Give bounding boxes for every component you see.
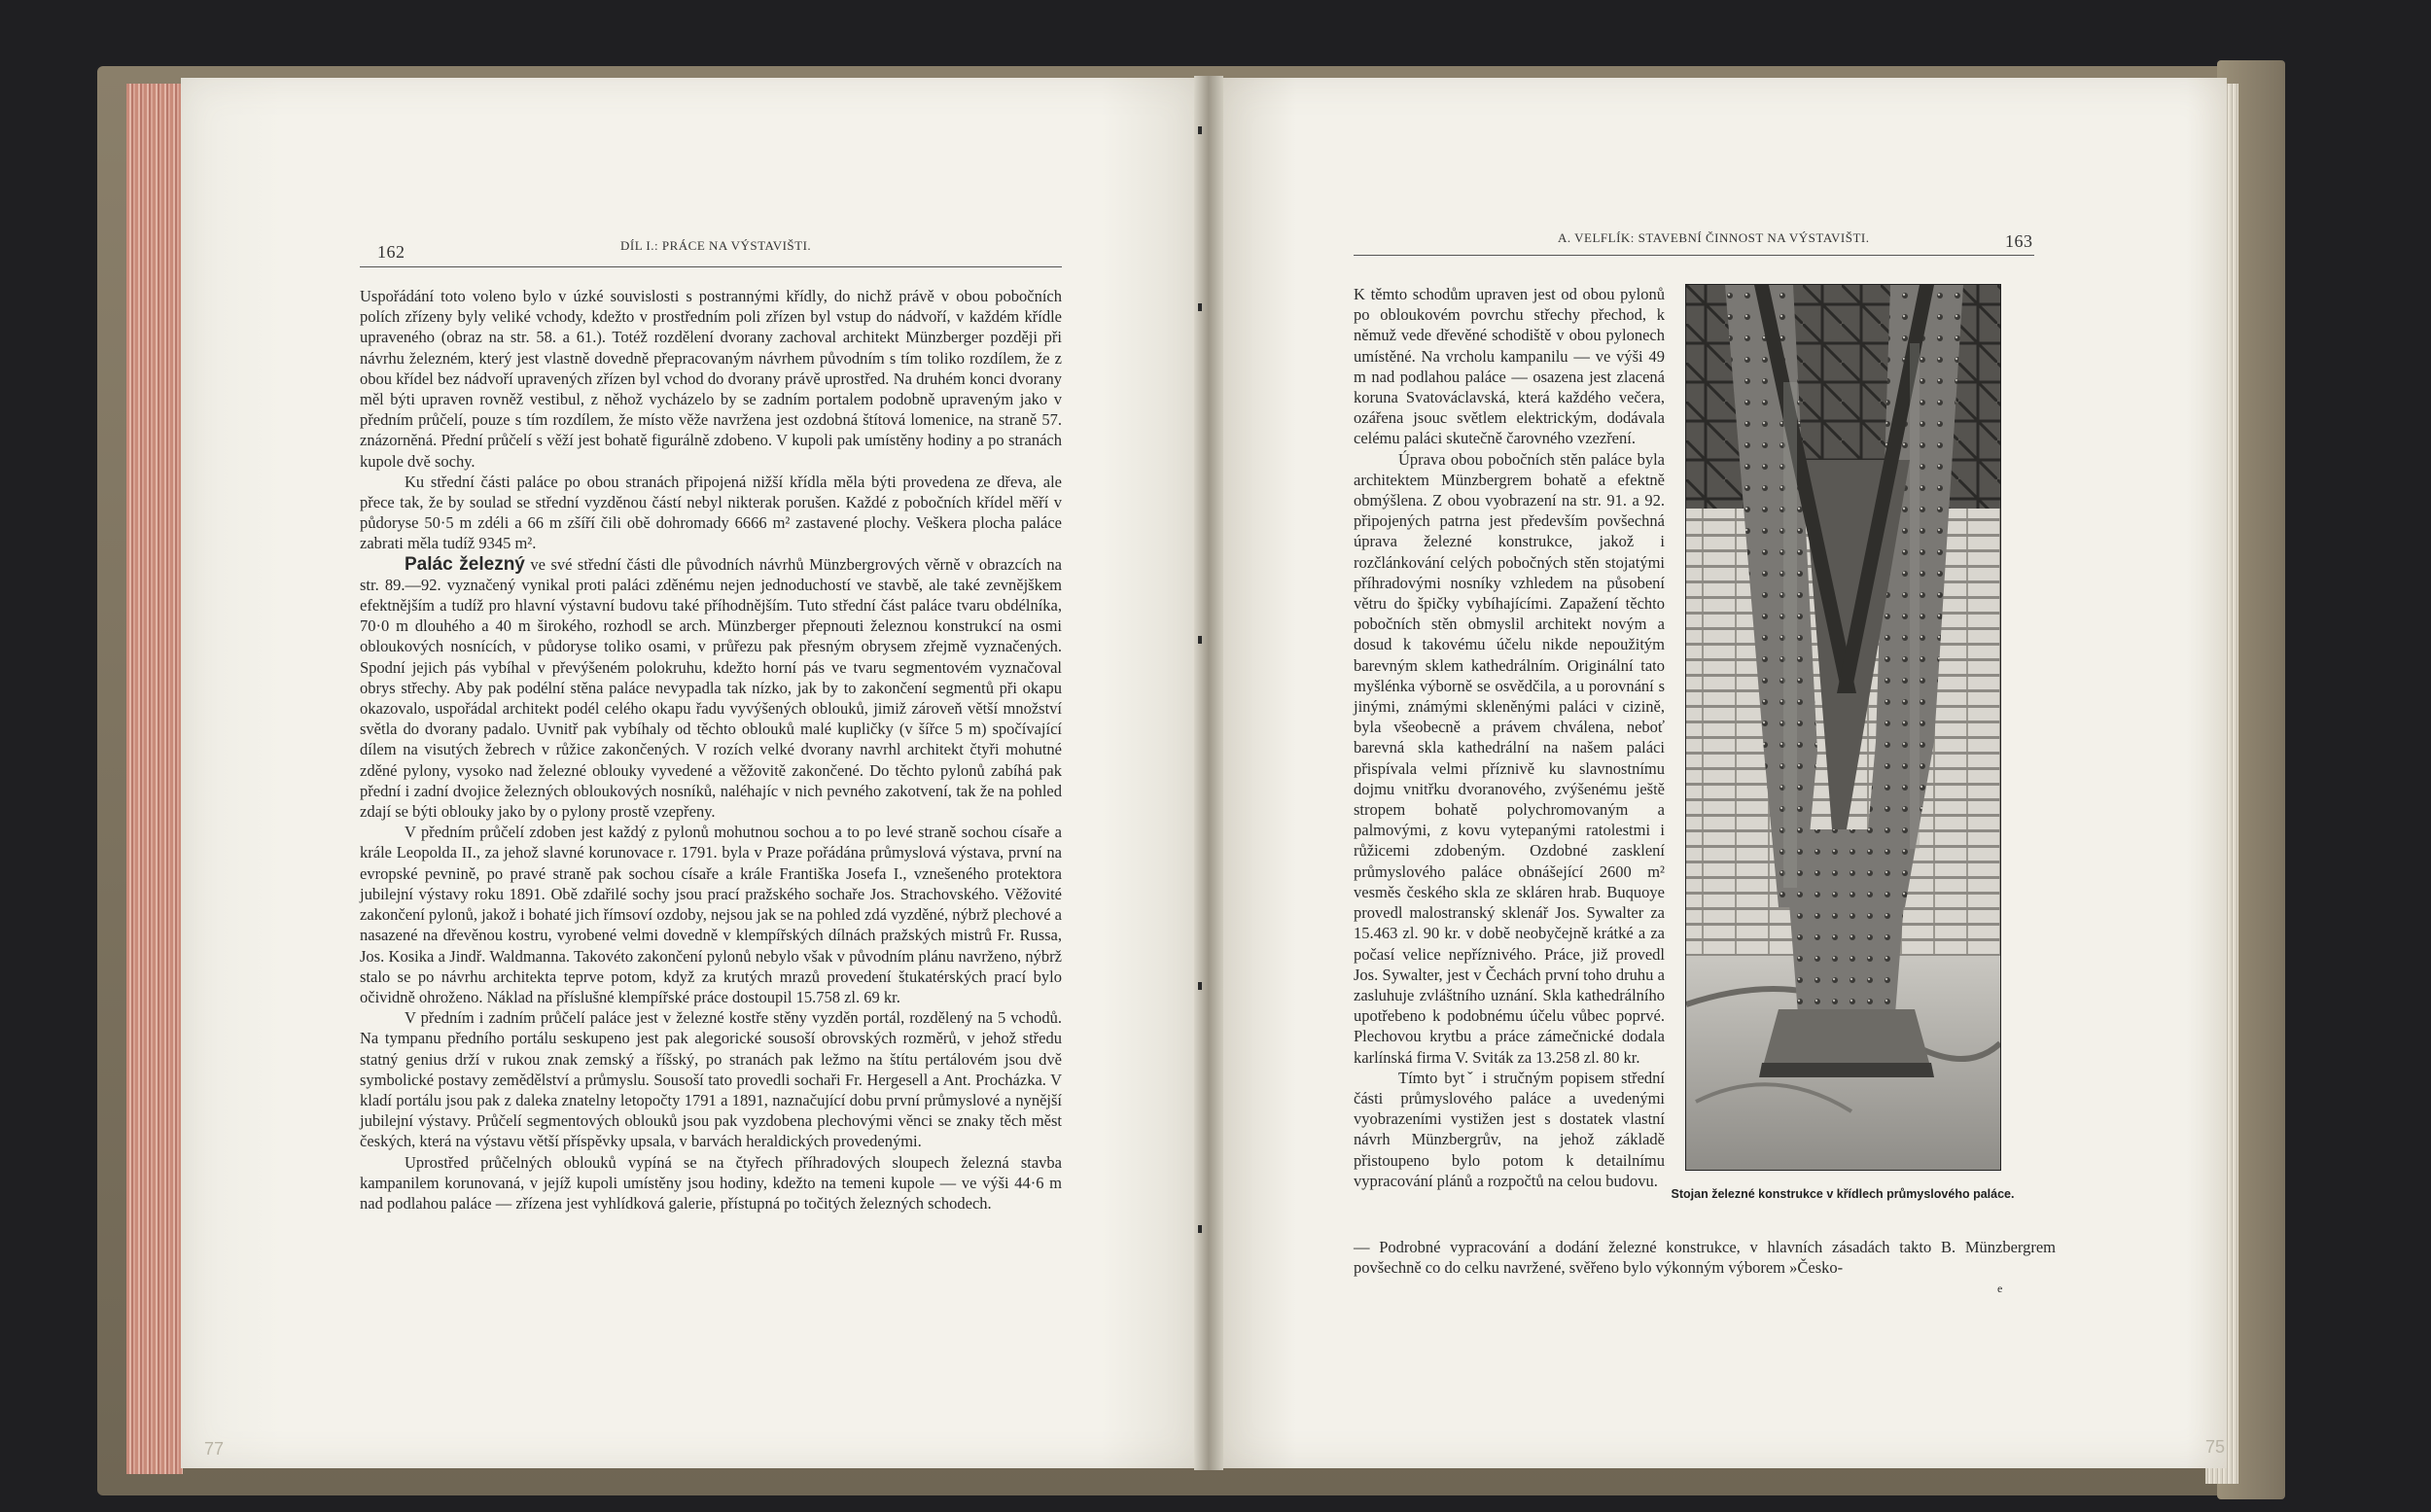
left-header-rule (360, 266, 1062, 267)
iron-pillar-image (1686, 285, 2000, 1170)
paragraph: V předním průčelí zdoben jest každý z pylonů mohutnou sochou a to po levé straně sochou císaře a krále Leopolda II., za jehož slavné korunovace r. 1791. byla v Praze pořádána průmyslová výstava, první na evropské pevnině, po pravé straně pak sochou císaře a krále Františka Josefa I., vznešeného protektora jubilejní výstavy roku 1891. Obě zdařilé sochy jsou prací pražského sochaře Jos. Strachovského. Věžovité zakončení pylonů, jakož i bohaté jich římsoví ozdoby, nejsou jak se na pohled zdá vyzděné, nýbrž plechové a nasazené na dřevěnou kostru, vyrobené velmi dovedně v klempířských dílnách pražských mistrů Fr. Russa, Jos. Kosika a Jindř. Waldmanna. Takovéto zakončení pylonů nebylo však v původním plánu navrženo, nýbrž stalo se po návrhu architekta teprve potom, když za krutých mrazů provedení štukatérských prací bylo očividně ohroženo. Náklad na příslušné klempířské práce dostoupil 15.758 zl. 69 kr. (360, 823, 1062, 1006)
right-tail-text (1354, 1237, 2056, 1278)
right-folio: 163 (2005, 231, 2033, 251)
paragraph: K těmto schodům upraven jest od obou pylonů po obloukovém povrchu střechy přechod, k němuž vede dřevěné schodiště v obou pylonech umístěné. Na vrcholu kampanilu — ve výši 49 m nad podlahou paláce — osazena jest zlacená koruna Svatováclavská, která každého večera, ozářena jsouc světlem elektrickým, dodávala celému paláci skutečně čarovného vzezření. (1354, 285, 1665, 448)
iron-pillar-photograph (1685, 284, 2001, 1171)
right-text-column (1354, 284, 1665, 1191)
paragraph (360, 554, 1062, 823)
stitch-mark (1198, 982, 1202, 990)
signature-mark: e (1997, 1282, 2003, 1295)
paragraph: Úprava obou pobočních stěn paláce byla architektem Münzbergrem bohatě a efektně obmýšlena. Z obou vyobrazení na str. 91. a 92. připojených patrna jest především povšechná úprava železné konstrukce, jakož i rozčlánkování celých pobočných stěn stojatými příhradovými nosníky vzhledem na působení větru do špičky vybíhajícími. Zapažení těchto pobočních stěn obmyslil architekt novým a dosud k takovému účelu nikde nepoužitým barevným sklem kathedrálním. Originální tato myšlénka výborně se osvědčila, a u porovnání s jinými, známými skleněnými paláci v cizině, byla všeobecně a právem chválena, neboť barevná skla kathedrální na našem paláci přispívala velmi příznivě ku slavnostnímu dojmu vnitřku dvoranového, zvýšenému ještě stropem bohatě polychromovaným a palmovými, z kovu vytepanými ratolestmi i růžicemi zdobeným. Ozdobné zasklení průmyslového paláce obnášející 2600 m² vesměs českého skla ze skláren hrab. Buquoye provedl malostranský sklenář Jos. Sywalter za 15.463 zl. 90 kr. v době neobyčejně krátké a za počasí velice nepříznivého. Práce, již provedl Jos. Sywalter, jest v Čechách první toho druhu a zasluhuje zvláštního uznání. Skla kathedrálního upotřebeno k podobnému účelu vůbec poprvé. Plechovou krytbu a práce zámečnické dodala karlínská firma V. Sviták za 13.258 zl. 80 kr. (1354, 449, 1665, 1067)
paragraph: Tímto bytˇ i stručným popisem střední části průmyslového paláce a uvedenými vyobrazeními vystižen jest s dostatek vlastní návrh Münzbergrův, na jehož základě přistoupeno bylo potom k detailnímu vypracování plánů a rozpočtů na celou budovu. (1354, 1068, 1665, 1190)
paragraph: V předním i zadním průčelí paláce jest v železné kostře stěny vyzděn portál, rozdělený na 5 vchodů. Na tympanu předního portálu seskupeno jest pak alegorické sousoší obrovských rozměrů, v jehož středu statný genius drží v rukou znak zemský a říšský, po stranách pak ležmo na štítu pertálovém jsou dvě symbolické postavy zemědělství a průmyslu. Sousoší tato provedli sochaři Fr. Hergesell a Ant. Procházka. V kladí portálu jsou pak z daleka znatelny letopočty 1791 a 1891, naznačující dobu první průmyslové a nynější jubilejní výstavy. Průčelí segmentových oblouků jsou pak vyzdobena plechovými věnci se znaky těch měst českých, která na výstavu větší příspěvky upsala, v barvách heraldických provedenými. (360, 1008, 1062, 1151)
paragraph: Uspořádání toto voleno bylo v úzké souvislosti s postrannými křídly, do nichž právě v obou pobočních polích zřízeny byly veliké vchody, kdežto v prostředním poli zřízen byl vstup do nádvoří, v každém křídle upraveného (obraz na str. 58. a 61.). Totéž rozdělení dvorany zachoval architekt Münzberger později při návrhu železném, který jest vlastně dovedně přepracovaným návrhem původním s tím toliko rozdílem, že z obou křídel bez nádvoří upravených zřízen byl vchod do dvorany právě uprostřed. Na druhém konci dvorany měl býti upraven rovněž vestibul, z něhož vycházelo by se zadním portalem podobně upraveným jako v předním průčelí, pouze s tím rozdílem, že místo věže navržena jest ozdobná štítová lomenice, na straně 57. znázorněná. Přední průčelí s věží jest bohatě figurálně zdobeno. V kupoli pak umístěny hodiny a po stranách kupole dvě sochy. (360, 287, 1062, 471)
left-running-head: DÍL I.: PRÁCE NA VÝSTAVIŠTI. (620, 238, 812, 253)
stitch-mark (1198, 1225, 1202, 1233)
pencil-mark-right: 75 (2205, 1437, 2226, 1457)
left-page-stack-edge (126, 84, 183, 1474)
section-lead-words: Palác železný (405, 553, 525, 575)
right-header-rule (1354, 255, 2034, 256)
stitch-mark (1198, 303, 1202, 311)
left-folio: 162 (377, 242, 405, 262)
book-gutter (1194, 76, 1223, 1470)
stitch-mark (1198, 636, 1202, 644)
right-running-head: A. VELFLÍK: STAVEBNÍ ČINNOST NA VÝSTAVIŠTI. (1558, 230, 1870, 245)
paragraph-text: ve své střední části dle původních návrhů Münzbergrových věrně v obrazcích na str. 89.—92. vyznačený vynikal proti paláci zděnému nejen jednoduchostí ve stavbě, ale také zevnějškem efektnějším a tudíž pro hlavní výstavní budovu také příhodnějším. Tuto střední část paláce tvaru obdélníka, 70·0 m dlouhého a 40 m širokého, rozhodl se arch. Münzberger přepnouti železnou konstrukcí na osmi obloukových nosnících, v půdoryse toliko osami, v průřezu pak přesným obrysem zřejmě vyznačených. Spodní jejich pás vybíhal v převýšeném polokruhu, kdežto horní pás ve tvaru segmentovém vyznačoval obrys střechy. Aby pak podélní stěna paláce nevypadla tak nízko, jak by to zakončení segmentů při okapu okazovalo, uspořádal architekt podél celého okapu řadu vyvýšených oblouků, jimiž zároveň větší množství světla do dvorany padalo. Uvnitř pak vybíhaly od těchto oblouků malé kupličky (v šířce 5 m) spočívající dílem na visutých žebrech v růžice zakončených. V rozích velké dvorany navrhl architekt čtyři mohutné zděné pylony, vysoko nad železné oblouky vyvedené a věžovitě zakončené. Do těchto pylonů zabíhá pak přední i zadní dvojice železných obloukových nosníků, naléhajíc v nich pevného zakotvení, tak že na pohled zdají se býti oblouky jako by o pylony prostě vzepřeny. (360, 554, 1062, 822)
paragraph: — Podrobné vypracování a dodání železné konstrukce, v hlavních zásadách takto B. Münzbergrem povšechně co do celku navržené, svěřeno bylo výkonným výborem »Česko- (1354, 1238, 2056, 1278)
pencil-mark-left: 77 (204, 1439, 225, 1459)
stitch-mark (1198, 126, 1202, 134)
paragraph: Ku střední části paláce po obou stranách připojená nižší křídla měla býti provedena ze dřeva, ale přece tak, že by soulad se střední vyzděnou částí nebyl nikterak porušen. Každé z pobočních křídel měří v půdoryse 50·5 m zdéli a 66 m zšíří čili obě dohromady 6666 m² zastavené plochy. Veškera plocha paláce zabrati měla tudíž 9345 m². (360, 472, 1062, 553)
paragraph: Uprostřed průčelných oblouků vypíná se na čtyřech příhradových sloupech železná stavba kampanilem korunovaná, v jejíž kupoli umístěny jsou hodiny, kdežto na temeni kupole — ve výši 44·6 m nad podlahou paláce — zřízena jest vyhlídková galerie, přístupná po točitých železných schodech. (360, 1152, 1062, 1213)
figure-caption: Stojan železné konstrukce v křídlech průmyslového paláce. (1671, 1187, 2015, 1201)
left-text-column (360, 286, 1062, 1213)
